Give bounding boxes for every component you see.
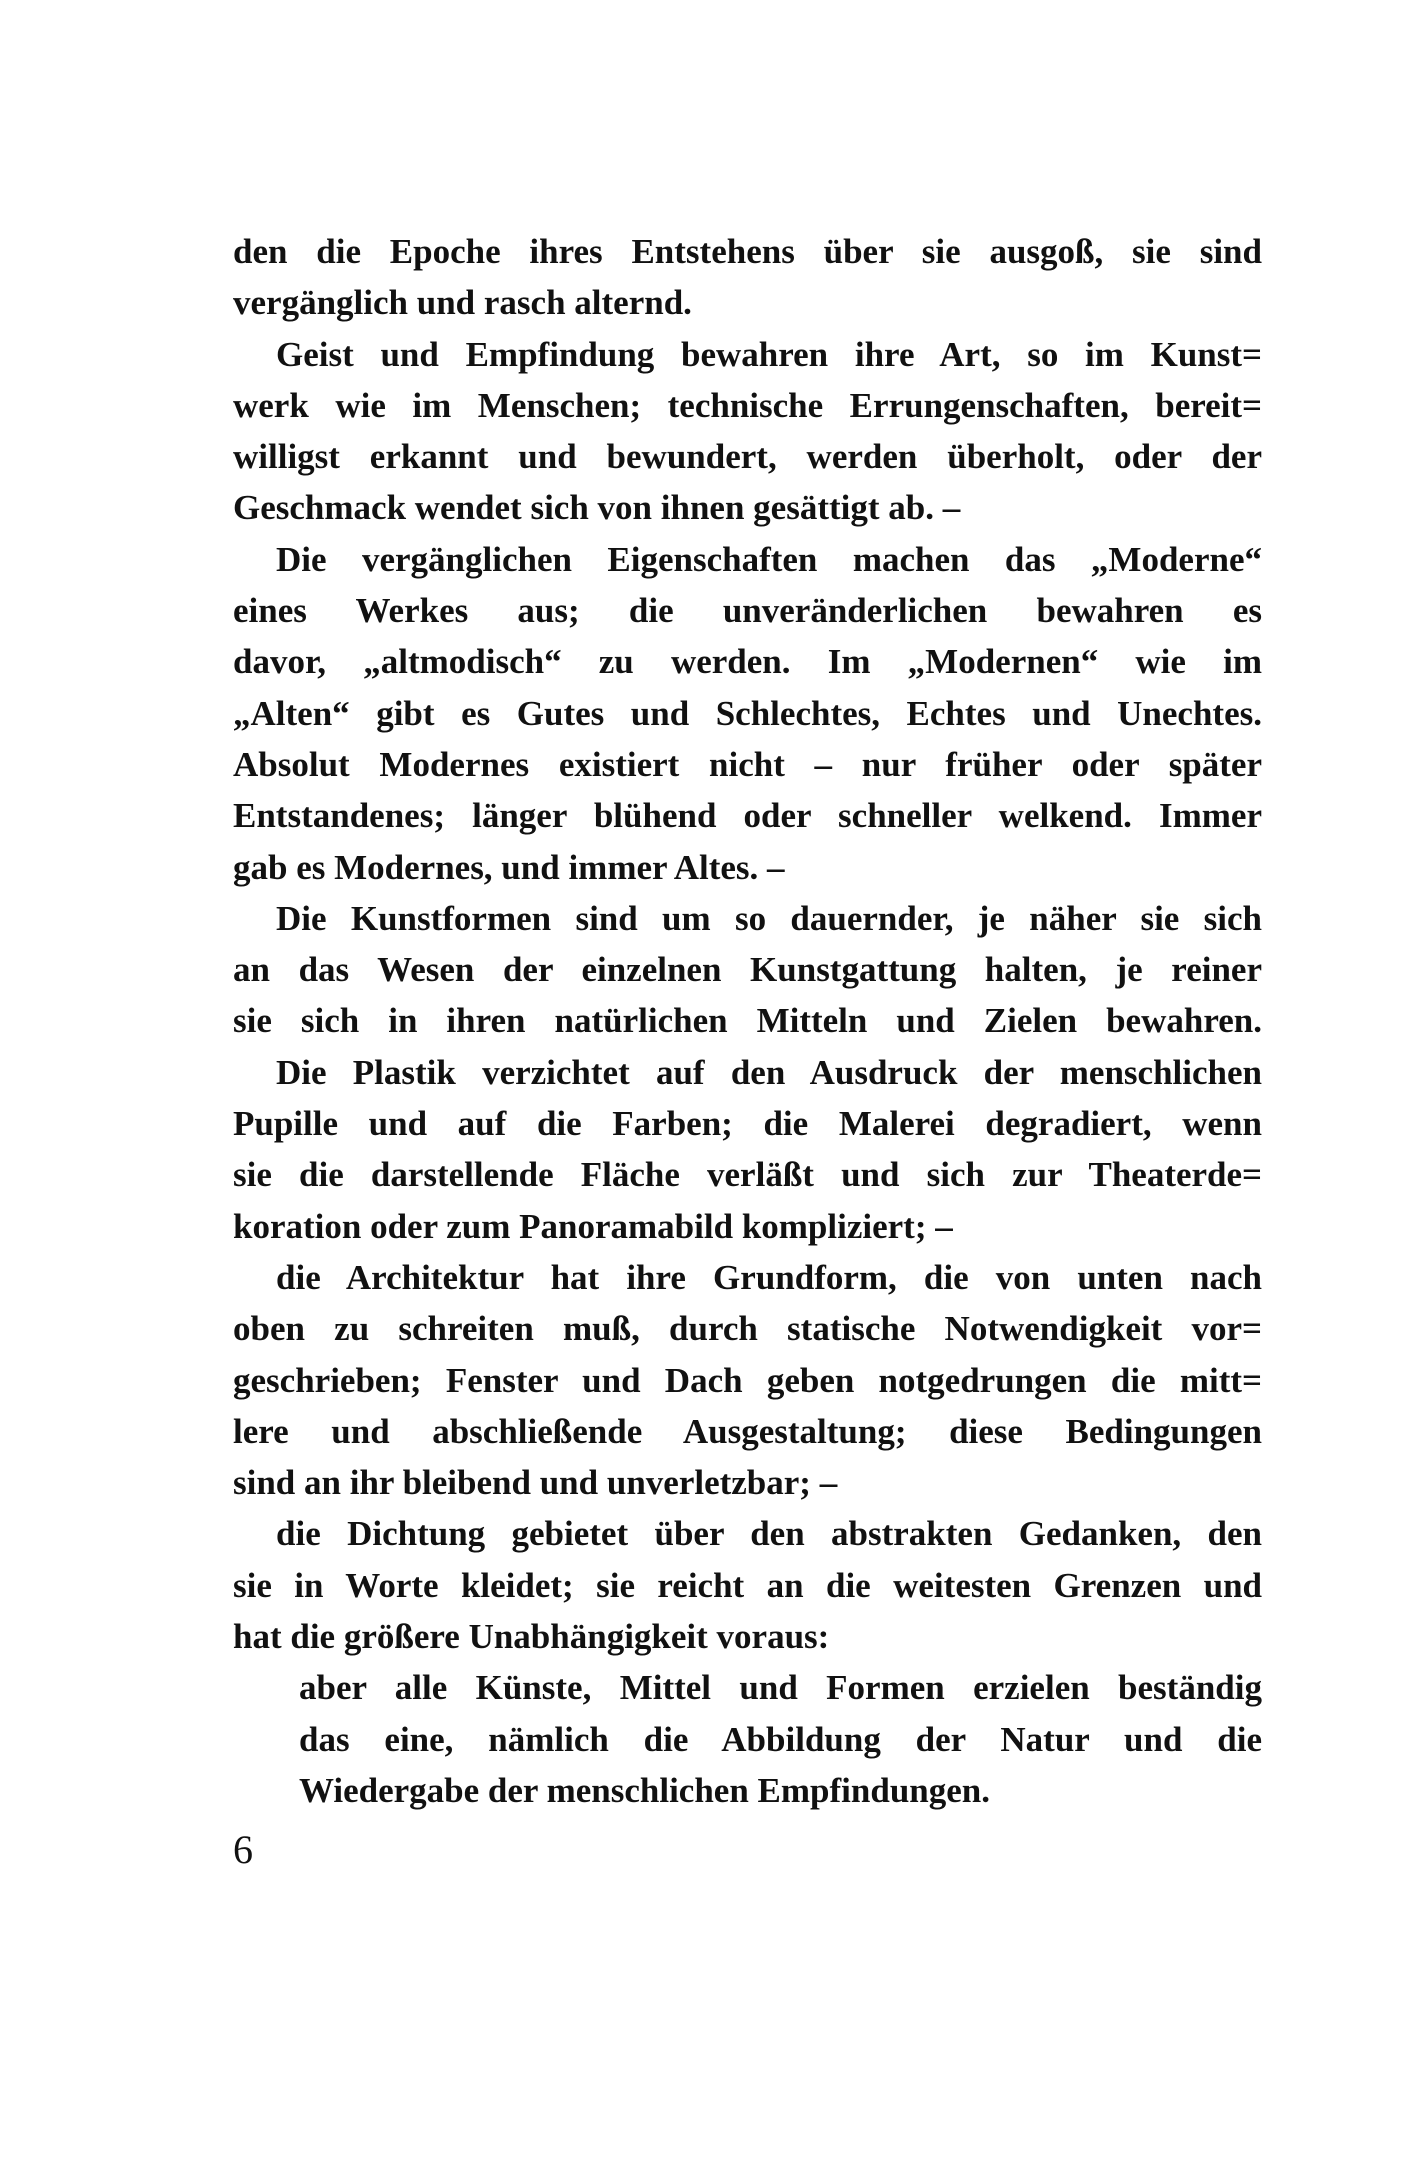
text-line: die Dichtung gebietet über den abstrakten Gedanken, den	[276, 1514, 1262, 1554]
text-line: willigst erkannt und bewundert, werden überholt, oder der	[233, 437, 1262, 477]
text-line: koration oder zum Panoramabild kompliziert; –	[233, 1206, 953, 1246]
text-line: lere und abschließende Ausgestaltung; diese Bedingungen	[233, 1411, 1262, 1451]
text-line: oben zu schreiten muß, durch statische Notwendigkeit vor=	[233, 1309, 1262, 1349]
text-line: gab es Modernes, und immer Altes. –	[233, 847, 785, 887]
text-line: die Architektur hat ihre Grundform, die von unten nach	[276, 1257, 1262, 1297]
text-line: Die vergänglichen Eigenschaften machen das „Moderne“	[276, 539, 1262, 579]
text-line: das eine, nämlich die Abbildung der Natur und die	[299, 1719, 1262, 1759]
text-line: den die Epoche ihres Entstehens über sie ausgoß, sie sind	[233, 232, 1262, 271]
text-line: werk wie im Menschen; technische Errungenschaften, bereit=	[233, 385, 1262, 425]
text-line: sie sich in ihren natürlichen Mitteln und Zielen bewahren.	[233, 1001, 1262, 1041]
text-line: Geschmack wendet sich von ihnen gesättigt ab. –	[233, 488, 961, 528]
text-line: Die Kunstformen sind um so dauernder, je näher sie sich	[276, 898, 1262, 938]
text-line: davor, „altmodisch“ zu werden. Im „Modernen“ wie im	[233, 642, 1262, 682]
text-line: sind an ihr bleibend und unverletzbar; –	[233, 1463, 838, 1503]
text-line: an das Wesen der einzelnen Kunstgattung halten, je reiner	[233, 950, 1262, 990]
text-line: „Alten“ gibt es Gutes und Schlechtes, Echtes und Unechtes.	[233, 693, 1262, 733]
text-line: hat die größere Unabhängigkeit voraus:	[233, 1617, 830, 1657]
text-line: Geist und Empfindung bewahren ihre Art, so im Kunst=	[276, 334, 1262, 374]
text-line: sie in Worte kleidet; sie reicht an die weitesten Grenzen und	[233, 1565, 1262, 1605]
text-line: Entstandenes; länger blühend oder schneller welkend. Immer	[233, 796, 1262, 836]
text-line: vergänglich und rasch alternd.	[233, 283, 692, 323]
text-line: geschrieben; Fenster und Dach geben notgedrungen die mitt=	[233, 1360, 1262, 1400]
text-line: Absolut Modernes existiert nicht – nur früher oder später	[233, 744, 1262, 784]
text-line: Pupille und auf die Farben; die Malerei degradiert, wenn	[233, 1104, 1262, 1144]
page-body	[233, 226, 1262, 1816]
text-line: Die Plastik verzichtet auf den Ausdruck der menschlichen	[276, 1052, 1262, 1092]
text-line: Wiedergabe der menschlichen Empfindungen.	[299, 1770, 990, 1810]
text-line: aber alle Künste, Mittel und Formen erzielen beständig	[299, 1668, 1262, 1708]
text-line: eines Werkes aus; die unveränderlichen bewahren es	[233, 591, 1262, 631]
text-line: sie die darstellende Fläche verläßt und sich zur Theaterde=	[233, 1155, 1262, 1195]
page-number: 6	[233, 1827, 253, 1872]
